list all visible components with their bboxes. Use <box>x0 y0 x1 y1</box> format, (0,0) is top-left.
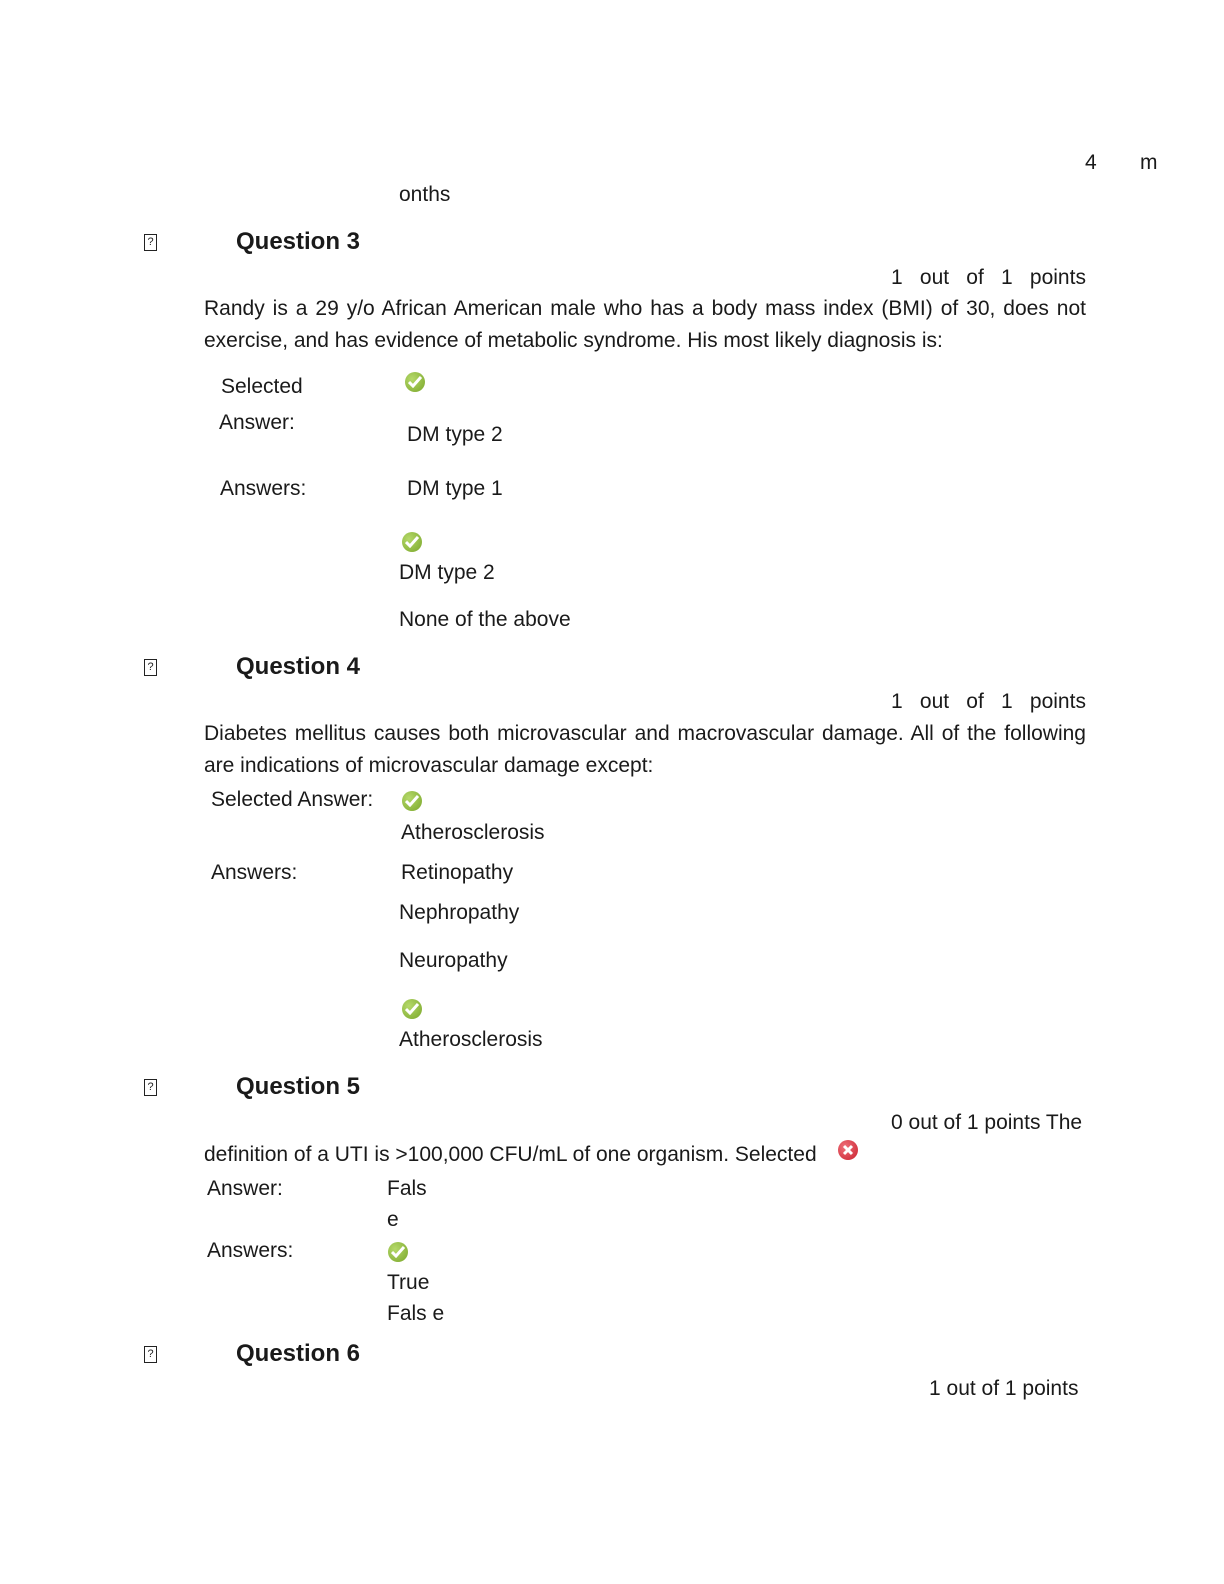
answer-option: Neuropathy <box>399 949 508 972</box>
score-part: points <box>1029 266 1086 289</box>
answer-label: Answer: <box>207 1177 283 1200</box>
selected-answer-part: e <box>387 1208 399 1231</box>
question-5-score: 0 out of 1 points The <box>891 1111 1083 1134</box>
score-part: of <box>966 266 984 289</box>
selected-answer: DM type 2 <box>407 423 503 446</box>
selected-label: Selected <box>221 375 303 398</box>
score-part: of <box>966 690 984 713</box>
score-part: 1 <box>1001 690 1013 713</box>
x-circle-icon <box>838 1140 858 1160</box>
fragment-number: 4 <box>1085 151 1097 174</box>
answer-option-correct: Atherosclerosis <box>399 1028 543 1051</box>
question-3-score <box>891 265 1086 290</box>
question-5-text: definition of a UTI is >100,000 CFU/mL of one organism. Selected <box>204 1143 817 1166</box>
fragment-continuation: onths <box>399 183 451 206</box>
question-4-title: Question 4 <box>236 653 361 680</box>
answers-label: Answers: <box>220 477 307 500</box>
question-6-score: 1 out of 1 points <box>929 1377 1079 1400</box>
question-marker-icon: ? <box>144 234 157 251</box>
check-circle-icon <box>388 1242 408 1262</box>
question-4-score <box>891 689 1086 714</box>
score-part: 1 <box>1001 266 1013 289</box>
question-5-title: Question 5 <box>236 1073 361 1100</box>
question-marker-icon: ? <box>144 659 157 676</box>
check-circle-icon <box>402 791 422 811</box>
question-marker-icon: ? <box>144 1079 157 1096</box>
answer-option: DM type 1 <box>407 477 503 500</box>
score-part: out <box>919 266 950 289</box>
answers-label: Answers: <box>211 861 298 884</box>
selected-answer-label: Selected Answer: <box>211 788 374 811</box>
question-4-text: Diabetes mellitus causes both microvascular and macrovascular damage. All of the following are indications of microvascular damage except: <box>204 722 1086 777</box>
score-part: points <box>1029 690 1086 713</box>
question-3-title: Question 3 <box>236 228 361 255</box>
answer-option-correct: True <box>387 1271 430 1294</box>
question-marker-icon: ? <box>144 1346 157 1363</box>
answer-option: None of the above <box>399 608 571 631</box>
fragment-letter: m <box>1140 151 1158 174</box>
answer-label: Answer: <box>219 411 295 434</box>
selected-answer: Atherosclerosis <box>401 821 545 844</box>
score-part: 1 <box>891 690 903 713</box>
answer-option-correct: DM type 2 <box>399 561 495 584</box>
answer-option: Retinopathy <box>401 861 514 884</box>
question-3-text: Randy is a 29 y/o African American male who has a body mass index (BMI) of 30, does not exercise, and has evidence of metabolic syndrome. His most likely diagnosis is: <box>204 297 1086 352</box>
answer-option: Nephropathy <box>399 901 520 924</box>
score-part: 1 <box>891 266 903 289</box>
score-part: out <box>919 690 950 713</box>
check-circle-icon <box>402 999 422 1019</box>
check-circle-icon <box>405 372 425 392</box>
answer-option: Fals e <box>387 1302 445 1325</box>
question-6-title: Question 6 <box>236 1340 361 1367</box>
answers-label: Answers: <box>207 1239 294 1262</box>
selected-answer-part: Fals <box>387 1177 427 1200</box>
check-circle-icon <box>402 532 422 552</box>
